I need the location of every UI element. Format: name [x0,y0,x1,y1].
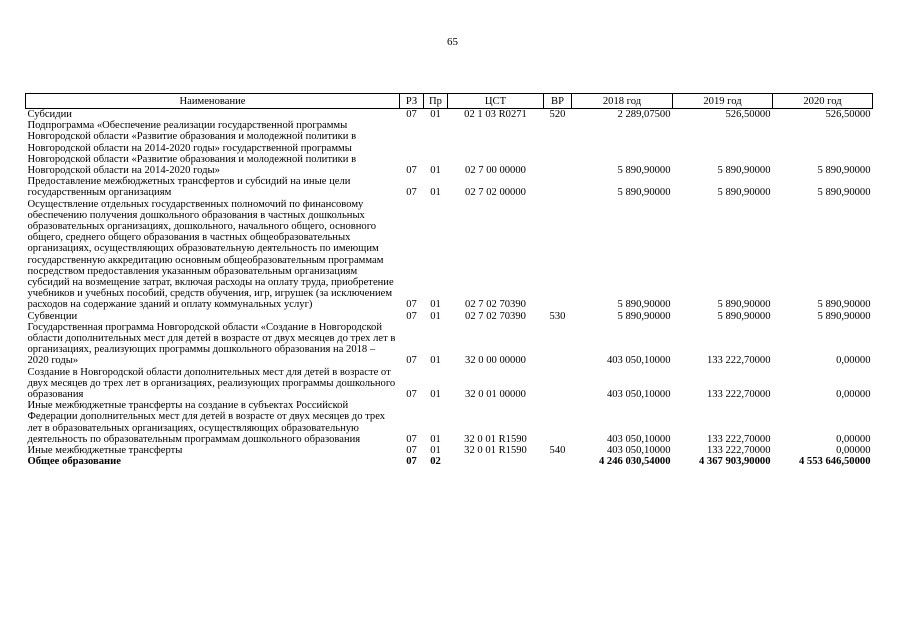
cell-pr: 02 [430,456,441,468]
header-2019: 2019 год [673,94,773,109]
cell-name: Субвенции [27,310,78,322]
cell-cst: 02 7 02 70390 [465,310,526,322]
cell-2020: 526,50000 [825,109,871,120]
cell-2018: 403 050,10000 [606,389,671,401]
header-pr: Пр [424,94,448,109]
cell-2019: 5 890,90000 [717,187,771,199]
cell-name: Подпрограмма «Обеспечение реализации государственной программы Новгородской области «Развитие образования и молодежной политики в Новгородской области на 2014-2020 годы» государственной программы Новгородской области «Развитие образования и молодежной политики в Новгородской области на 2014-2020 годы» [27,120,357,177]
cell-rz: 07 [406,109,417,120]
cell-pr: 01 [430,299,441,311]
cell-2018: 5 890,90000 [617,187,671,199]
cell-2019: 4 367 903,90000 [698,456,771,468]
cell-2019: 133 222,70000 [706,445,771,457]
cell-name: Иные межбюджетные трансферты [27,445,183,457]
cell-rz: 07 [406,310,417,322]
cell-pr: 01 [430,310,441,322]
header-rz: РЗ [400,94,424,109]
cell-cst: 32 0 01 R1590 [464,445,527,457]
cell-name: Создание в Новгородской области дополнительных мест для детей в возрасте от двух месяцев до трех лет в организациях, реализующих программы дошкольного образования [27,366,396,401]
header-2018: 2018 год [572,94,673,109]
cell-pr: 01 [430,165,441,177]
page-number: 65 [447,36,458,48]
table-row [26,199,873,311]
cell-2019: 133 222,70000 [706,389,771,401]
table-row [26,400,873,445]
cell-cst: 32 0 01 00000 [465,389,526,401]
table-row [26,311,873,322]
cell-2019: 5 890,90000 [717,165,771,177]
cell-2020: 5 890,90000 [817,299,871,311]
cell-rz: 07 [406,355,417,367]
cell-rz: 07 [406,433,417,445]
cell-2018: 5 890,90000 [617,165,671,177]
cell-2020: 5 890,90000 [817,165,871,177]
table-row [26,367,873,401]
cell-2020: 0,00000 [836,355,871,367]
cell-vr [544,456,572,467]
table-row [26,322,873,367]
cell-rz: 07 [406,187,417,199]
header-cst: ЦСТ [448,94,544,109]
budget-table [25,93,873,468]
cell-cst: 02 7 02 00000 [465,187,526,199]
cell-2019: 5 890,90000 [717,310,771,322]
cell-cst: 02 1 03 R0271 [464,109,527,120]
cell-name: Осуществление отдельных государственных полномочий по финансовому обеспечению получения дошкольного образования в частных дошкольных образовательных организациях, дошкольного, начального общего, основного общего, среднего общего образования в частных общеобразовательных организациях, осуществляющих образовательную деятельность по имеющим государственную аккредитацию основным общеобразовательным программам посредством предоставления указанным образовательным организациям субсидий на возмещение затрат, включая расходы на оплату труда, приобретение учебников и учебных пособий, средств обучения, игр, игрушек (за исключением расходов на содержание зданий и оплату коммунальных услуг) [27,198,394,311]
cell-rz: 07 [406,456,417,468]
cell-name: Иные межбюджетные трансферты на создание в субъектах Российской Федерации дополнительных мест для детей в возрасте от двух месяцев до трех лет в образовательных организациях, осуществляющих образовательную деятельность по образовательным программам дошкольного образования [27,400,386,445]
cell-2018: 403 050,10000 [606,445,671,457]
cell-vr [544,400,572,445]
cell-vr: 530 [549,310,566,322]
cell-pr: 01 [430,433,441,445]
cell-vr: 520 [549,109,566,120]
cell-2018: 5 890,90000 [617,299,671,311]
cell-pr: 01 [430,355,441,367]
table-row [26,109,873,121]
cell-2020: 0,00000 [836,389,871,401]
table-header-row [26,94,873,109]
cell-2018: 403 050,10000 [606,355,671,367]
cell-2018: 2 289,07500 [617,109,671,120]
header-name: Наименование [26,94,400,109]
cell-pr: 01 [430,109,441,120]
cell-2018: 403 050,10000 [606,433,671,445]
cell-2020: 5 890,90000 [817,310,871,322]
cell-rz: 07 [406,389,417,401]
cell-2020: 0,00000 [836,433,871,445]
cell-cst: 32 0 00 00000 [465,355,526,367]
cell-pr: 01 [430,187,441,199]
header-2020: 2020 год [773,94,873,109]
cell-name: Предоставление межбюджетных трансфертов и субсидий на иные цели государственным организациям [27,176,351,199]
cell-cst: 32 0 01 R1590 [464,433,527,445]
cell-name: Субсидии [27,109,72,120]
cell-2019: 5 890,90000 [717,299,771,311]
cell-rz: 07 [406,445,417,457]
header-vr: ВР [544,94,572,109]
cell-2019: 133 222,70000 [706,433,771,445]
cell-rz: 07 [406,299,417,311]
table-row [26,176,873,198]
cell-2018: 5 890,90000 [617,310,671,322]
cell-2019: 133 222,70000 [706,355,771,367]
cell-2018: 4 246 030,54000 [598,456,671,468]
cell-pr: 01 [430,389,441,401]
cell-cst: 02 7 02 70390 [465,299,526,311]
cell-vr: 540 [549,445,566,457]
cell-2020: 4 553 646,50000 [798,456,871,468]
cell-cst [448,456,544,467]
table-row [26,120,873,176]
cell-vr [544,199,572,311]
cell-name: Общее образование [27,456,121,468]
cell-2019: 526,50000 [725,109,771,120]
cell-vr [544,176,572,198]
cell-cst: 02 7 00 00000 [465,165,526,177]
cell-vr [544,322,572,367]
cell-name: Государственная программа Новгородской области «Создание в Новгородской области дополнительных мест для детей в возрасте от двух месяцев до трех лет в организациях, реализующих программы дошкольного образования на 2018 – 2020 годы» [27,321,396,367]
table-row [26,456,873,467]
cell-vr [544,367,572,401]
cell-vr [544,120,572,176]
cell-2020: 5 890,90000 [817,187,871,199]
table-body [26,109,873,468]
table-row [26,445,873,456]
cell-pr: 01 [430,445,441,457]
cell-2020: 0,00000 [836,445,871,457]
cell-rz: 07 [406,165,417,177]
